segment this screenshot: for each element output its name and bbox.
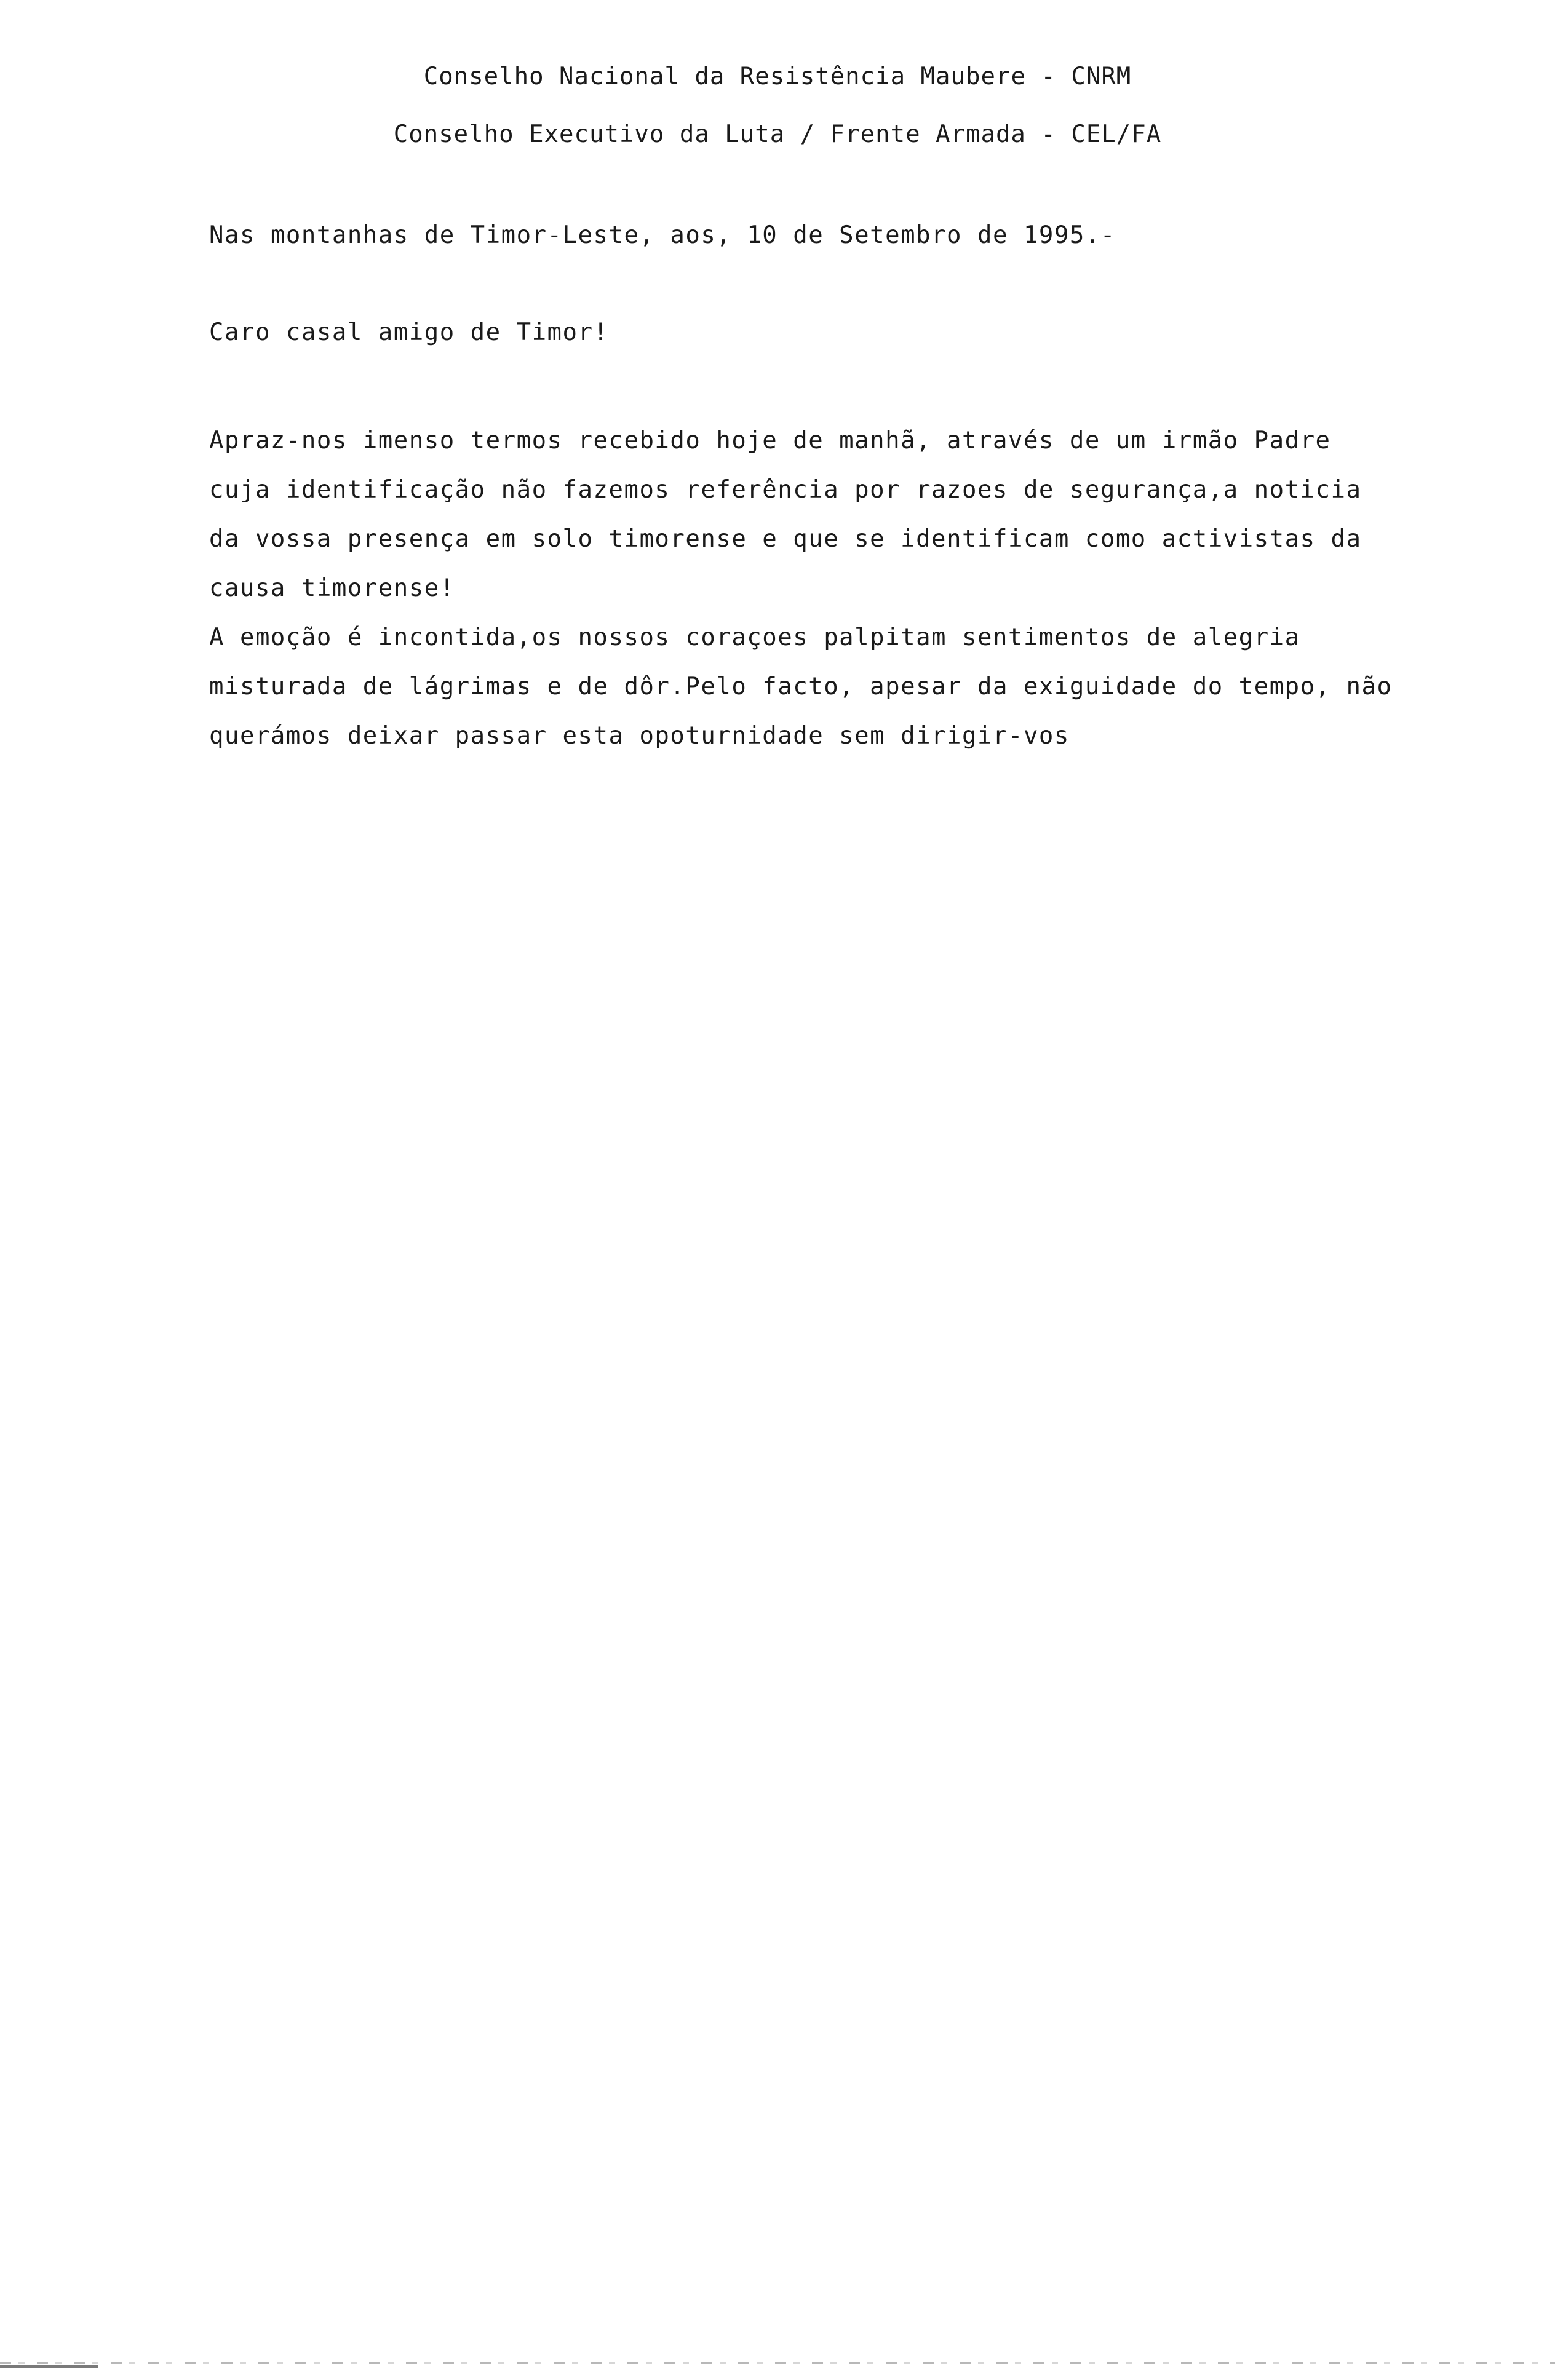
letter-salutation: Caro casal amigo de Timor! <box>209 319 609 346</box>
body-line: Apraz-nos imenso termos recebido hoje de manhã, através de um irmão Padre <box>209 427 1331 454</box>
scan-edge-artifact <box>0 2362 1555 2364</box>
body-line: misturada de lágrimas e de dôr.Pelo facto, apesar da exiguidade do tempo, não <box>209 673 1393 700</box>
letterhead-organization: Conselho Nacional da Resistência Maubere - CNRM <box>423 63 1132 90</box>
body-line: A emoção é incontida,os nossos coraçoes palpitam sentimentos de alegria <box>209 624 1300 651</box>
body-line: da vossa presença em solo timorense e que se identificam como activistas da <box>209 525 1362 553</box>
letterhead-council: Conselho Executivo da Luta / Frente Armada - CEL/FA <box>393 121 1162 148</box>
letter-body <box>209 416 1402 761</box>
body-line: querámos deixar passar esta opoturnidade sem dirigir-vos <box>209 722 1070 750</box>
letter-date: Nas montanhas de Timor-Leste, aos, 10 de Setembro de 1995.- <box>209 221 1116 249</box>
body-line: causa timorense! <box>209 574 455 602</box>
scan-edge-mark <box>0 2365 98 2368</box>
body-line: cuja identificação não fazemos referência por razoes de segurança,a noticia <box>209 476 1362 504</box>
